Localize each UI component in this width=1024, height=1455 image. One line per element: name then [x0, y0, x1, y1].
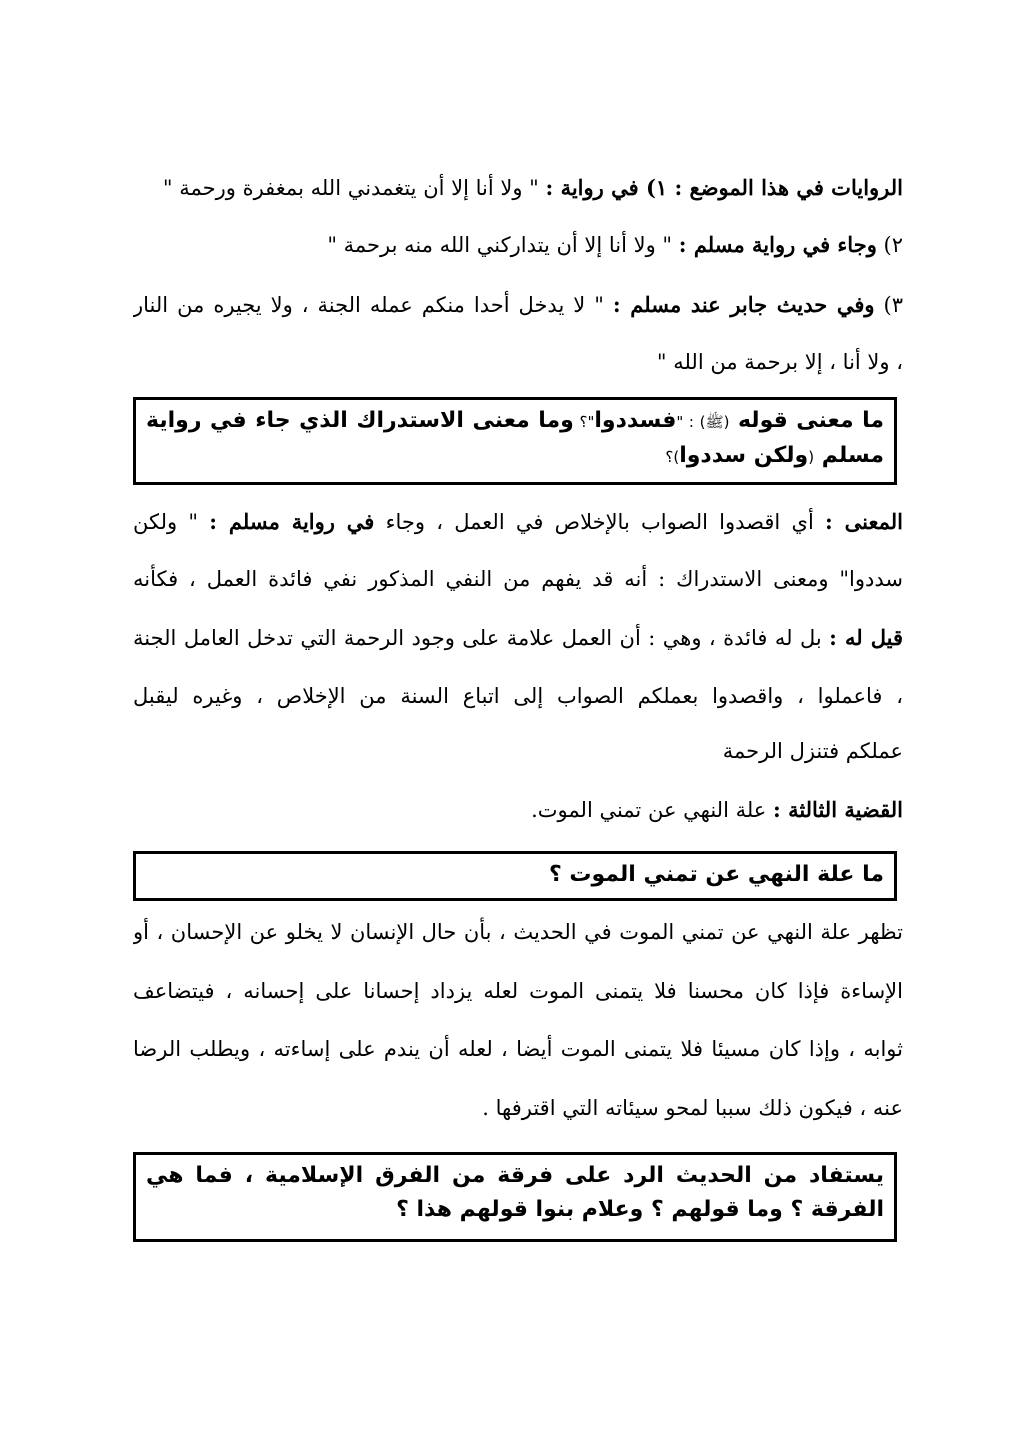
reason-line-4: عنه ، فيكون ذلك سببا لمحو سيئاته التي اقترفها .: [482, 1096, 903, 1120]
reason-line-3: ثوابه ، وإذا كان مسيئا فلا يتمنى الموت أيضا ، لعله أن يندم على إساءته ، ويطلب الرضا: [133, 1037, 903, 1061]
reason-line-1: تظهر علة النهي عن تمني الموت في الحديث ، بأن حال الإنسان لا يخلو عن الإحسان ، أو: [133, 920, 903, 944]
meaning-line-4: ، فاعملوا ، واقصدوا بعملكم الصواب إلى اتباع السنة من الإخلاص ، وغيره ليقبل: [133, 684, 903, 708]
meaning-line-5: عملكم فتنزل الرحمة: [722, 739, 903, 763]
narration-source: وجاء في رواية مسلم :: [678, 232, 877, 257]
question-3-line-2: الفرقة ؟ وما قولهم ؟ وعلام بنوا قولهم هذا ؟: [396, 1197, 884, 1222]
narrations-heading: الروايات في هذا الموضع : ١) في رواية :: [545, 175, 903, 200]
narration-text: " ولا أنا إلا أن يتداركني الله منه برحمة ": [327, 233, 679, 257]
question-1-line-1: ما معنى قوله (ﷺ) : "فسددوا"؟ وما معنى الاستدراك الذي جاء في رواية: [146, 408, 884, 433]
meaning-line-1: المعنى : أي اقصدوا الصواب بالإخلاص في العمل ، وجاء في رواية مسلم : " ولكن: [133, 509, 903, 534]
narration-text: " ولا أنا إلا أن يتغمدني الله بمغفرة ورحمة ": [162, 176, 546, 200]
item-number: ٣): [874, 293, 903, 317]
question-2-line-1: ما علة النهي عن تمني الموت ؟: [548, 862, 884, 887]
question-box-1: [133, 397, 897, 485]
question-3-line-1: يستفاد من الحديث الرد على فرقة من الفرق الإسلامية ، فما هي: [146, 1163, 884, 1188]
third-issue-heading: القضية الثالثة :: [773, 797, 903, 822]
question-box-3: [133, 1152, 897, 1242]
third-issue-line: القضية الثالثة : علة النهي عن تمني الموت.: [531, 797, 903, 822]
meaning-line-2: سددوا" ومعنى الاستدراك : أنه قد يفهم من النفي المذكور نفي فائدة العمل ، فكأنه: [133, 567, 903, 591]
narrations-line-2: [133, 228, 903, 262]
narration-source: وفي حديث جابر عند مسلم :: [612, 292, 875, 317]
narration-source: في رواية مسلم :: [209, 509, 375, 534]
narrations-line-3: [133, 288, 903, 322]
meaning-heading: المعنى :: [825, 509, 903, 534]
question-1-line-2: مسلم (ولكن سددوا)؟: [665, 443, 884, 468]
reason-line-2: الإساءة فإذا كان محسنا فلا يتمنى الموت لعله يزداد إحسانا على إحسانه ، فيتضاعف: [133, 979, 903, 1003]
item-number: ٢): [876, 233, 903, 257]
meaning-line-3: قيل له : بل له فائدة ، وهي : أن العمل علامة على وجود الرحمة التي تدخل العامل الجنة: [133, 625, 903, 650]
inline-heading: قيل له :: [829, 625, 903, 650]
narration-text: " لا يدخل أحدا منكم عمله الجنة ، ولا يجيره من النار: [133, 293, 613, 317]
narrations-line-1: [133, 171, 903, 205]
narrations-line-4: ، ولا أنا ، إلا برحمة من الله ": [656, 350, 903, 374]
question-box-2: [133, 851, 897, 901]
